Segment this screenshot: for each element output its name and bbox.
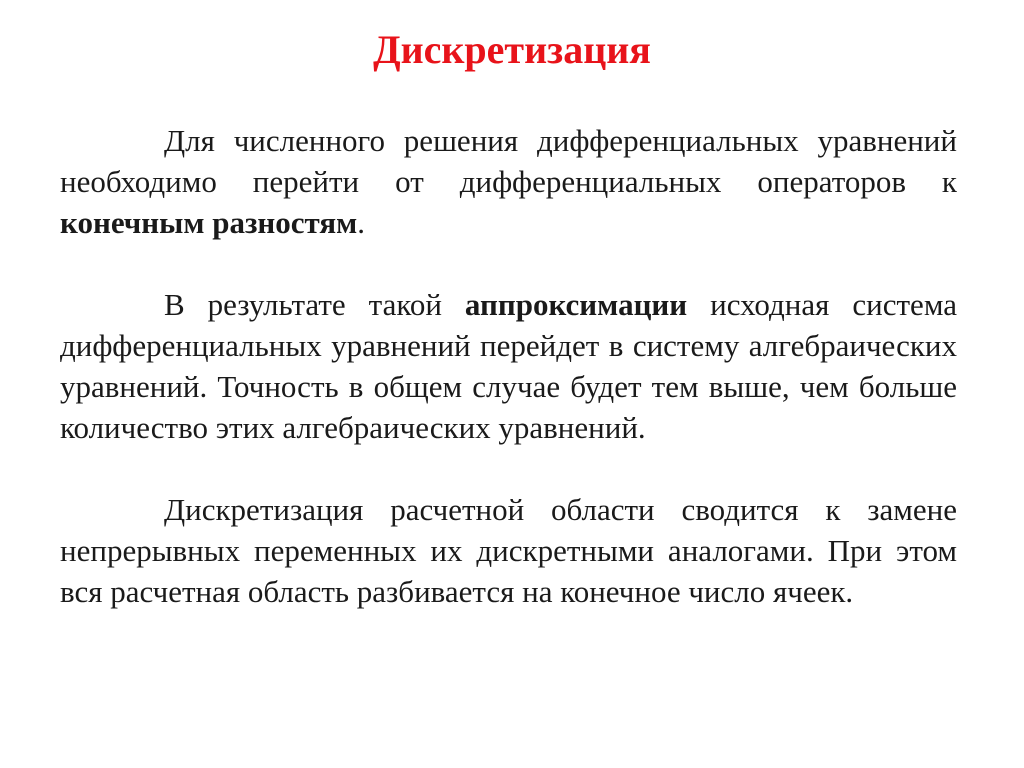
paragraph-approximation — [60, 284, 957, 448]
paragraph-2-start: В результате такой — [164, 287, 465, 322]
paragraph-1-end: . — [357, 205, 365, 240]
paragraph-2-text: исходная система дифференциальных уравнений перейдет в систему алгебраических уравнений. Точность в общем случае будет тем выше, чем больше количество этих алгебраических уравнений. — [60, 287, 957, 445]
term-approximation: аппроксимации — [464, 287, 688, 322]
paragraph-discretization: Дискретизация расчетной области сводится к замене непрерывных переменных их дискретными аналогами. При этом вся расчетная область разбивается на конечное число ячеек. — [60, 492, 957, 609]
slide-title: Дискретизация — [373, 27, 651, 72]
term-finite-differences: конечным разностям — [60, 205, 358, 240]
slide-body — [60, 120, 957, 612]
paragraph-finite-differences — [60, 120, 957, 243]
paragraph-1-text: Для численного решения дифференциальных уравнений необходимо перейти от дифференциальных операторов к — [60, 123, 957, 199]
